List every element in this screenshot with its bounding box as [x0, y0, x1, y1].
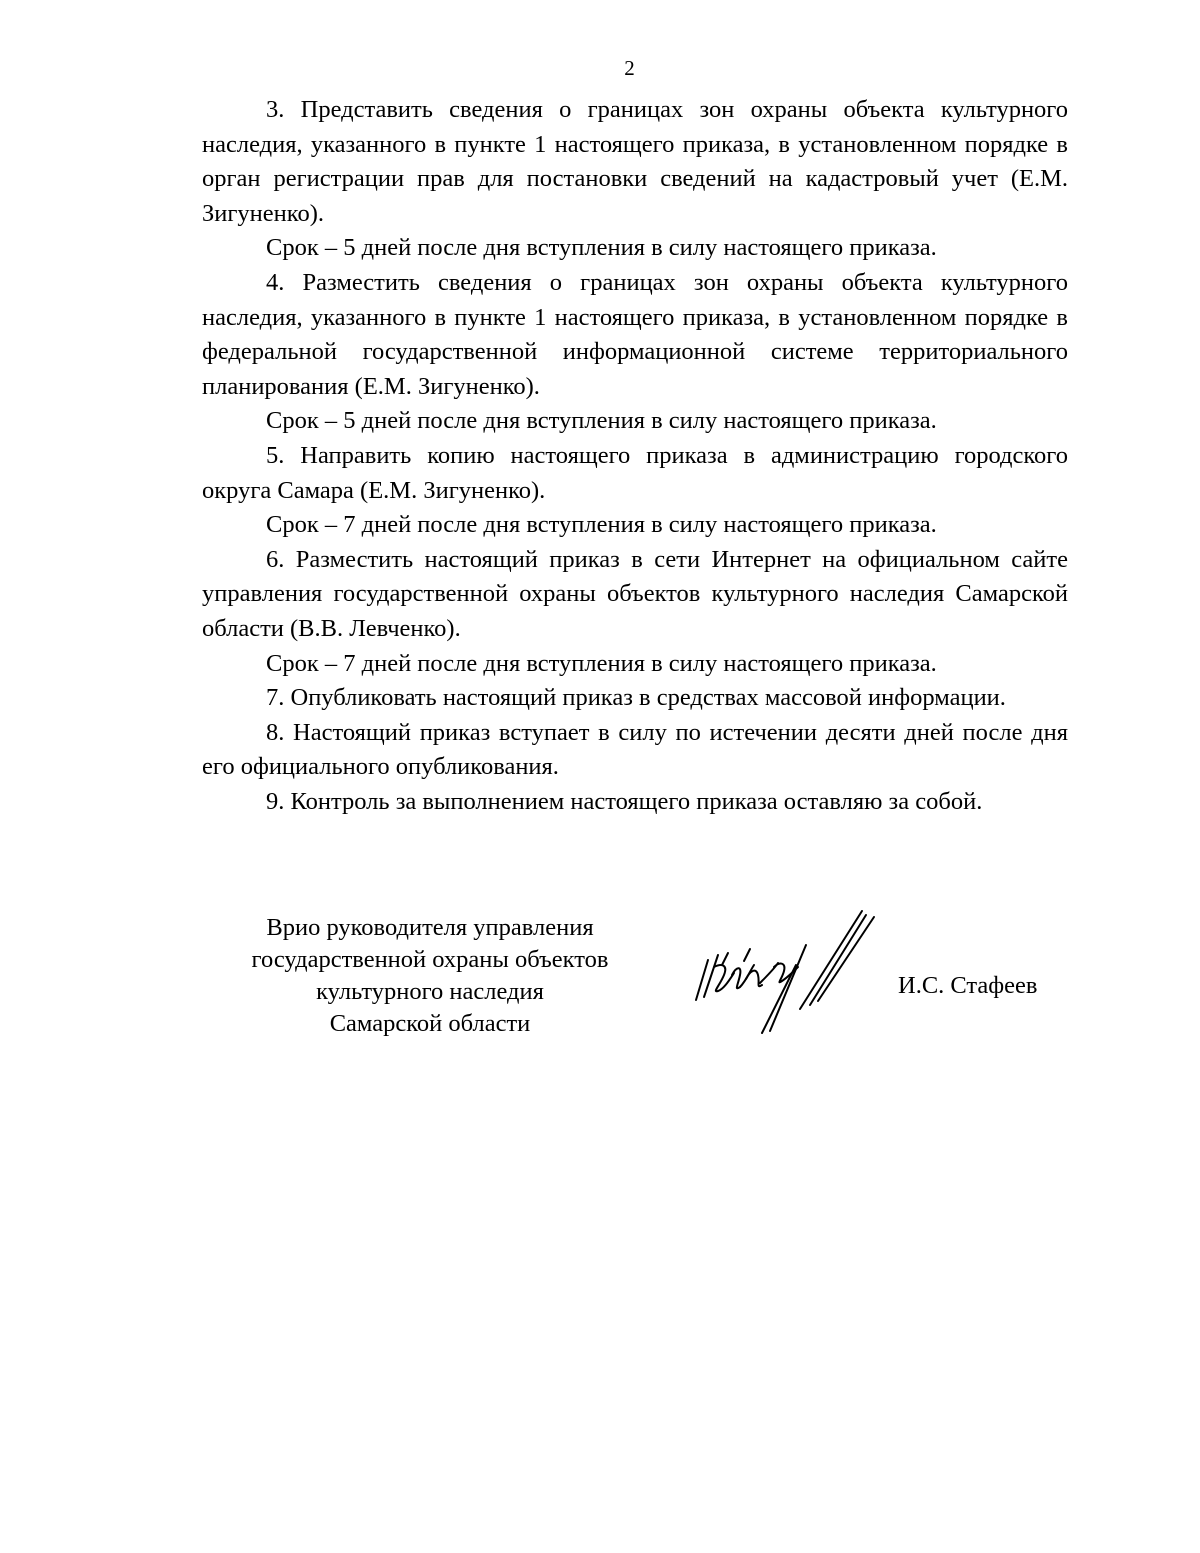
paragraph-item-9: 9. Контроль за выполнением настоящего приказа оставляю за собой.: [266, 787, 983, 815]
paragraph-deadline-3: Срок – 5 дней после дня вступления в силу настоящего приказа.: [266, 234, 937, 262]
signatory-title-line: Самарской области: [329, 1010, 531, 1037]
paragraph-item-3: 3. Представить сведения о границах зон охраны объекта культурного наследия, указанного в пункте 1 настоящего приказа, в установленном порядке в орган регистрации прав для постановки сведений на кадастровый учет (Е.М. Зигуненко).: [202, 96, 1068, 227]
signatory-name: И.С. Стафеев: [898, 972, 1038, 999]
signatory-title: [200, 912, 660, 1040]
handwritten-signature: [688, 905, 893, 1035]
signatory-title-line: Врио руководителя управления: [266, 914, 594, 941]
paragraph-item-8: 8. Настоящий приказ вступает в силу по истечении десяти дней после дня его официального опубликования.: [202, 718, 1068, 781]
document-body: [202, 93, 1068, 819]
paragraph-deadline-6: Срок – 7 дней после дня вступления в силу настоящего приказа.: [266, 649, 937, 677]
paragraph-item-4: 4. Разместить сведения о границах зон охраны объекта культурного наследия, указанного в пункте 1 настоящего приказа, в установленном порядке в федеральной государственной информационной системе территориального планирования (Е.М. Зигуненко).: [202, 268, 1068, 400]
signatory-title-line: культурного наследия: [316, 978, 544, 1005]
signatory-title-line: государственной охраны объектов: [251, 946, 609, 973]
paragraph-item-5: 5. Направить копию настоящего приказа в администрацию городского округа Самара (Е.М. Зигуненко).: [202, 441, 1068, 504]
page-number: 2: [624, 56, 635, 80]
paragraph-deadline-5: Срок – 7 дней после дня вступления в силу настоящего приказа.: [266, 511, 937, 539]
paragraph-deadline-4: Срок – 5 дней после дня вступления в силу настоящего приказа.: [266, 407, 937, 435]
paragraph-item-6: 6. Разместить настоящий приказ в сети Интернет на официальном сайте управления государственной охраны объектов культурного наследия Самарской области (В.В. Левченко).: [202, 545, 1068, 642]
paragraph-item-7: 7. Опубликовать настоящий приказ в средствах массовой информации.: [266, 684, 1006, 712]
